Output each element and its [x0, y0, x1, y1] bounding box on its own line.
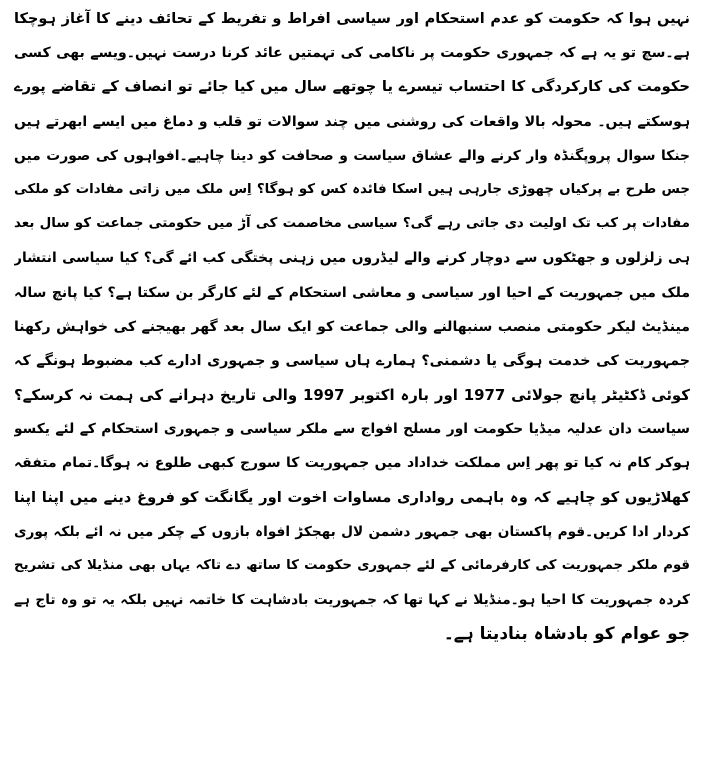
text-line: کوئی ڈکٹیٹر پانچ جولائی 1977 اور بارہ اکتوبر 1997 والی تاریخ دہرانے کی ہمت نہ کرسکے؟ — [14, 386, 690, 405]
text-line: کردہ جمہوریت کا احیا ہو۔منڈیلا نے کہا تھا کہ جمہوریت بادشاہت کا خاتمہ نہیں بلکہ یہ تو وہ تاج ہے — [14, 592, 690, 609]
text-line: کردار ادا کریں۔قوم پاکستان بھی جمہور دشمن لال بھجکڑ افواہ بازوں کے چکر میں نہ ائے بلکہ پوری — [14, 523, 690, 540]
text-line: حکومت کی کارکردگی کا احتساب تیسرے یا چوتھے سال میں کیا جائے تو انصاف کے تقاضے پورے — [14, 78, 690, 96]
text-line: جمہوریت کی خدمت ہوگی یا دشمنی؟ ہمارے ہاں سیاسی و جمہوری ادارے کب مضبوط ہونگے کہ — [14, 352, 690, 369]
text-line: جس طرح بے پرکیاں چھوڑی جارہی ہیں اسکا فائدہ کس کو ہوگا؟ اِس ملک میں زاتی مفادات کو ملکی — [14, 181, 690, 197]
text-line: مینڈیٹ لیکر حکومتی منصب سنبھالنے والی جماعت کو ایک سال بعد گھر بھیجنے کی خواہش رکھنا — [14, 318, 690, 335]
text-line: جو عوام کو بادشاہ بنادیتا ہے۔ — [443, 624, 690, 645]
text-line: سیاست دان عدلیہ میڈیا حکومت اور مسلح افواج سے ملکر سیاسی و جمہوری استحکام کے لئے یکسو — [14, 421, 690, 438]
text-line: ہے۔سچ تو یہ ہے کہ جمہوری حکومت پر ناکامی کی تہمتیں عائد کرنا درست نہیں۔ویسے بھی کسی — [14, 45, 690, 62]
text-line: قوم ملکر جمہوریت کی کارفرمائی کے لئے جمہوری حکومت کا ساتھ دے تاکہ یہاں بھی منڈیلا کی تشریح — [14, 558, 690, 573]
text-line: نہیں ہوا کہ حکومت کو عدم استحکام اور سیاسی افراط و تفریط کے تحائف دینے کا آغاز ہوچکا — [14, 11, 690, 27]
text-line: مفادات پر کب تک اولیت دی جاتی رہے گی؟ سیاسی مخاصمت کی آڑ میں حکومتی جماعت کو سال بعد — [14, 216, 690, 232]
text-line: ہی زلزلوں و جھٹکوں سے دوچار کرنے والے لیڈروں میں زہنی پختگی کب ائے گی؟ کیا سیاسی انتشار — [14, 250, 690, 267]
text-line: کھلاڑیوں کو چاہیے کہ وہ باہمی رواداری مساوات اخوت اور یگانگت کو فروغ دینے میں اپنا اپنا — [14, 488, 690, 506]
text-line: ملک میں جمہوریت کے احیا اور سیاسی و معاشی استحکام کے لئے کارگر بن سکتا ہے؟ کیا پانچ سالہ — [14, 284, 690, 301]
text-line: ہوسکتے ہیں۔ محولہ بالا واقعات کی روشنی میں چند سوالات تو قلب و دماغ میں ایسے ابھرتے ہیں — [14, 113, 690, 130]
article-text — [14, 2, 690, 652]
text-line: ہوکر کام نہ کیا تو پھر اِس مملکت خداداد میں جمہوریت کا سورج کبھی طلوع نہ ہوگا۔تمام متفقہ — [14, 455, 690, 472]
text-line: جنکا سوال پروپگنڈہ وار کرنے والے عشاق سیاست و صحافت کو دینا چاہیے۔افواہوں کی صورت میں — [14, 147, 690, 164]
